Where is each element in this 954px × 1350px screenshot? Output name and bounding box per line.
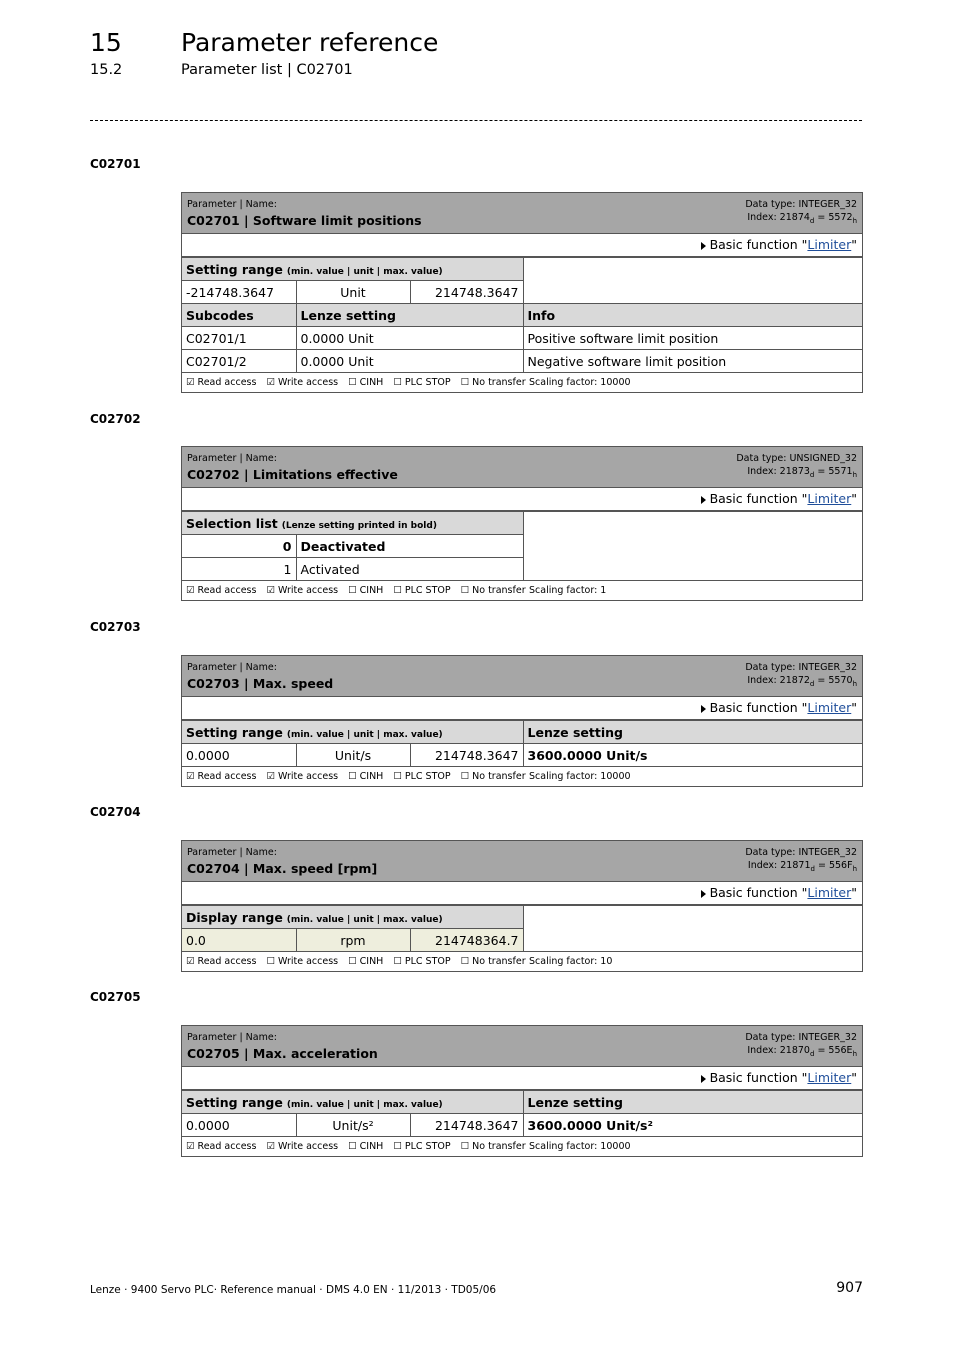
scaling-factor: Scaling factor: 10000 — [529, 377, 631, 388]
param-datatype: Data type: INTEGER_32 Index: $21870_d = 556E_h$ — [745, 1032, 857, 1058]
page-footer: Lenze · 9400 Servo PLC· Reference manual · DMS 4.0 EN · 11/2013 · TD05/06 — [90, 1284, 497, 1296]
param-box-c02703 — [181, 655, 863, 787]
param-box-c02704 — [181, 840, 863, 972]
limiter-link[interactable]: Limiter — [807, 237, 852, 252]
arrow-right-icon — [701, 705, 706, 713]
param-table — [182, 511, 862, 581]
param-header: Parameter | Name: C02703 | Max. speed Data type: INTEGER_32 Index: $21872_d = 5570_h$ — [182, 656, 862, 697]
param-table — [182, 905, 862, 952]
chapter-number: 15 — [90, 28, 122, 57]
param-datatype: Data type: INTEGER_32 Index: $21871_d = 556F_h$ — [745, 847, 857, 873]
param-name-label: Parameter | Name: — [187, 199, 277, 210]
param-title: C02703 | Max. speed — [187, 676, 334, 691]
section-number: 15.2 — [90, 62, 123, 78]
param-header: Parameter | Name: C02704 | Max. speed [rpm] Data type: INTEGER_32 Index: $21871_d = 556F_h$ — [182, 841, 862, 882]
param-header: Parameter | Name: C02705 | Max. acceleration Data type: INTEGER_32 Index: $21870_d = 556E_h$ — [182, 1026, 862, 1067]
param-datatype: Data type: INTEGER_32 Index: $21874_d = 5572_h$ — [745, 199, 857, 225]
access-flags: ☑ Read access ☑ Write access ☐ CINH ☐ PLC STOP ☐ No transfer Scaling factor: 10000 — [182, 1137, 862, 1156]
scaling-factor: Scaling factor: 10000 — [529, 1141, 631, 1152]
lenze-setting-header: Lenze setting — [523, 721, 862, 744]
param-table — [182, 257, 862, 373]
param-box-c02701 — [181, 192, 863, 393]
param-title: C02704 | Max. speed [rpm] — [187, 861, 378, 876]
param-heading: C02704 — [90, 805, 141, 819]
chapter-title: Parameter reference — [181, 28, 439, 57]
range-unit: Unit — [296, 281, 410, 304]
param-table — [182, 720, 862, 767]
header-divider — [90, 120, 862, 121]
table-row: 0.0000 Unit/s 214748.3647 3600.0000 Unit/s — [182, 744, 862, 767]
arrow-right-icon — [701, 1075, 706, 1083]
param-header: Parameter | Name: C02702 | Limitations effective Data type: UNSIGNED_32 Index: $21873_d = 5571_h$ — [182, 447, 862, 488]
lenze-setting-header: Lenze setting — [296, 304, 523, 327]
param-heading: C02702 — [90, 412, 141, 426]
table-row: C02701/1 0.0000 Unit Positive software limit position — [182, 327, 862, 350]
access-flags: ☑ Read access ☑ Write access ☐ CINH ☐ PLC STOP ☐ No transfer Scaling factor: 10000 — [182, 767, 862, 786]
page-number: 907 — [836, 1280, 863, 1296]
access-flags: ☑ Read access ☐ Write access ☐ CINH ☐ PLC STOP ☐ No transfer Scaling factor: 10 — [182, 952, 862, 971]
basic-function-row: Basic function "Limiter" — [182, 697, 862, 720]
display-range-header: Display range (min. value | unit | max. value) — [182, 906, 523, 929]
param-title: C02705 | Max. acceleration — [187, 1046, 378, 1061]
limiter-link[interactable]: Limiter — [807, 1070, 852, 1085]
section-title: Parameter list | C02701 — [181, 62, 353, 78]
scaling-factor: Scaling factor: 1 — [529, 585, 607, 596]
lenze-setting-header: Lenze setting — [523, 1091, 862, 1114]
scaling-factor: Scaling factor: 10000 — [529, 771, 631, 782]
range-min: -214748.3647 — [182, 281, 296, 304]
setting-range-header: Setting range (min. value | unit | max. value) — [182, 721, 523, 744]
arrow-right-icon — [701, 242, 706, 250]
param-box-c02702 — [181, 446, 863, 601]
limiter-link[interactable]: Limiter — [807, 700, 852, 715]
access-flags: ☑ Read access ☑ Write access ☐ CINH ☐ PLC STOP ☐ No transfer Scaling factor: 10000 — [182, 373, 862, 392]
table-row: 0.0 rpm 214748364.7 — [182, 929, 862, 952]
setting-range-header: Setting range (min. value | unit | max. value) — [182, 1091, 523, 1114]
selection-list-header: Selection list (Lenze setting printed in bold) — [182, 512, 523, 535]
basic-function-row: Basic function "Limiter" — [182, 488, 862, 511]
param-title: C02701 | Software limit positions — [187, 213, 422, 228]
info-header: Info — [523, 304, 862, 327]
param-box-c02705 — [181, 1025, 863, 1157]
param-datatype: Data type: INTEGER_32 Index: $21872_d = 5570_h$ — [745, 662, 857, 688]
range-max: 214748.3647 — [410, 281, 523, 304]
param-header — [182, 193, 862, 234]
table-row: C02701/2 0.0000 Unit Negative software limit position — [182, 350, 862, 373]
table-row: 0.0000 Unit/s² 214748.3647 3600.0000 Unit/s² — [182, 1114, 862, 1137]
param-title: C02702 | Limitations effective — [187, 467, 398, 482]
param-table — [182, 1090, 862, 1137]
basic-function-row: Basic function "Limiter" — [182, 234, 862, 257]
param-heading: C02703 — [90, 620, 141, 634]
table-row: 0 Deactivated — [182, 535, 862, 558]
param-heading: C02701 — [90, 157, 141, 171]
arrow-right-icon — [701, 890, 706, 898]
basic-function-row: Basic function "Limiter" — [182, 1067, 862, 1090]
param-heading: C02705 — [90, 990, 141, 1004]
subcodes-header: Subcodes — [182, 304, 296, 327]
arrow-right-icon — [701, 496, 706, 504]
limiter-link[interactable]: Limiter — [807, 885, 852, 900]
access-flags: ☑ Read access ☑ Write access ☐ CINH ☐ PLC STOP ☐ No transfer Scaling factor: 1 — [182, 581, 862, 600]
setting-range-header: Setting range (min. value | unit | max. value) — [182, 258, 523, 281]
param-datatype: Data type: UNSIGNED_32 Index: $21873_d = 5571_h$ — [736, 453, 857, 479]
limiter-link[interactable]: Limiter — [807, 491, 852, 506]
basic-function-row: Basic function "Limiter" — [182, 882, 862, 905]
scaling-factor: Scaling factor: 10 — [529, 956, 613, 967]
table-row: 1 Activated — [182, 558, 862, 581]
